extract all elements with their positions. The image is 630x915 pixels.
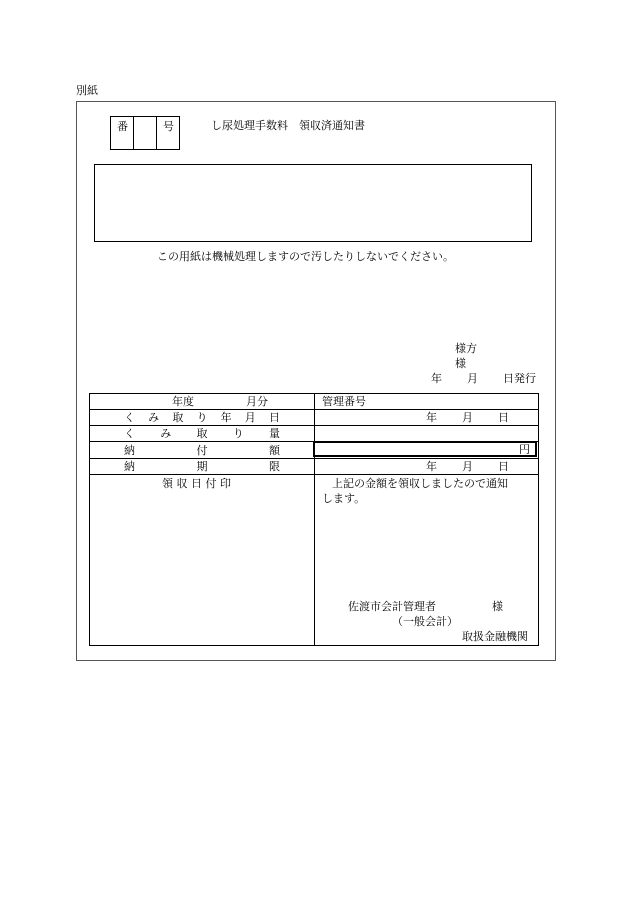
- number-ban-char: 番: [117, 120, 128, 133]
- document-title: し尿処理手数料 領収済通知書: [211, 119, 365, 132]
- recipient-sama-kata: 様方: [455, 342, 477, 355]
- payment-amount-label: 納 付 額: [124, 444, 280, 457]
- payment-amount-field: [313, 441, 537, 457]
- deadline-month: 月: [462, 460, 473, 473]
- fiscal-year-label: 年度: [172, 395, 194, 408]
- deadline-day: 日: [498, 460, 509, 473]
- kumitori-month: 月: [462, 411, 473, 424]
- recipient-sama: 様: [455, 357, 466, 370]
- treasurer-label: 佐渡市会計管理者: [348, 600, 436, 613]
- number-go-char: 号: [163, 120, 174, 133]
- kumitori-year: 年: [426, 411, 437, 424]
- handling-notice: この用紙は機械処理しますので汚したりしないでください。: [157, 250, 454, 263]
- general-account-label: （一般会計）: [392, 615, 458, 628]
- month-portion-label: 月分: [246, 395, 268, 408]
- address-box: [94, 164, 532, 242]
- issue-year: 年: [431, 372, 442, 385]
- deadline-year: 年: [426, 460, 437, 473]
- issue-day: 日発行: [503, 372, 536, 385]
- yen-label: 円: [519, 443, 530, 456]
- treasurer-sama: 様: [492, 600, 503, 613]
- issue-month: 月: [467, 372, 478, 385]
- receipt-text-line1: 上記の金額を領収しましたので通知: [332, 477, 508, 490]
- bank-label: 取扱金融機関: [462, 630, 528, 643]
- kumitori-amount-label: く み 取 り 量: [124, 427, 280, 440]
- kumitori-day: 日: [498, 411, 509, 424]
- attachment-label: 別紙: [76, 84, 98, 97]
- receipt-stamp-label: 領 収 日 付 印: [162, 477, 231, 490]
- management-number-label: 管理番号: [322, 395, 366, 408]
- receipt-table: [89, 393, 539, 646]
- payment-deadline-label: 納 期 限: [124, 460, 280, 473]
- number-box: [110, 116, 180, 150]
- receipt-text-line2: します。: [322, 492, 366, 505]
- kumitori-date-label: く み 取 り 年 月 日: [124, 411, 280, 424]
